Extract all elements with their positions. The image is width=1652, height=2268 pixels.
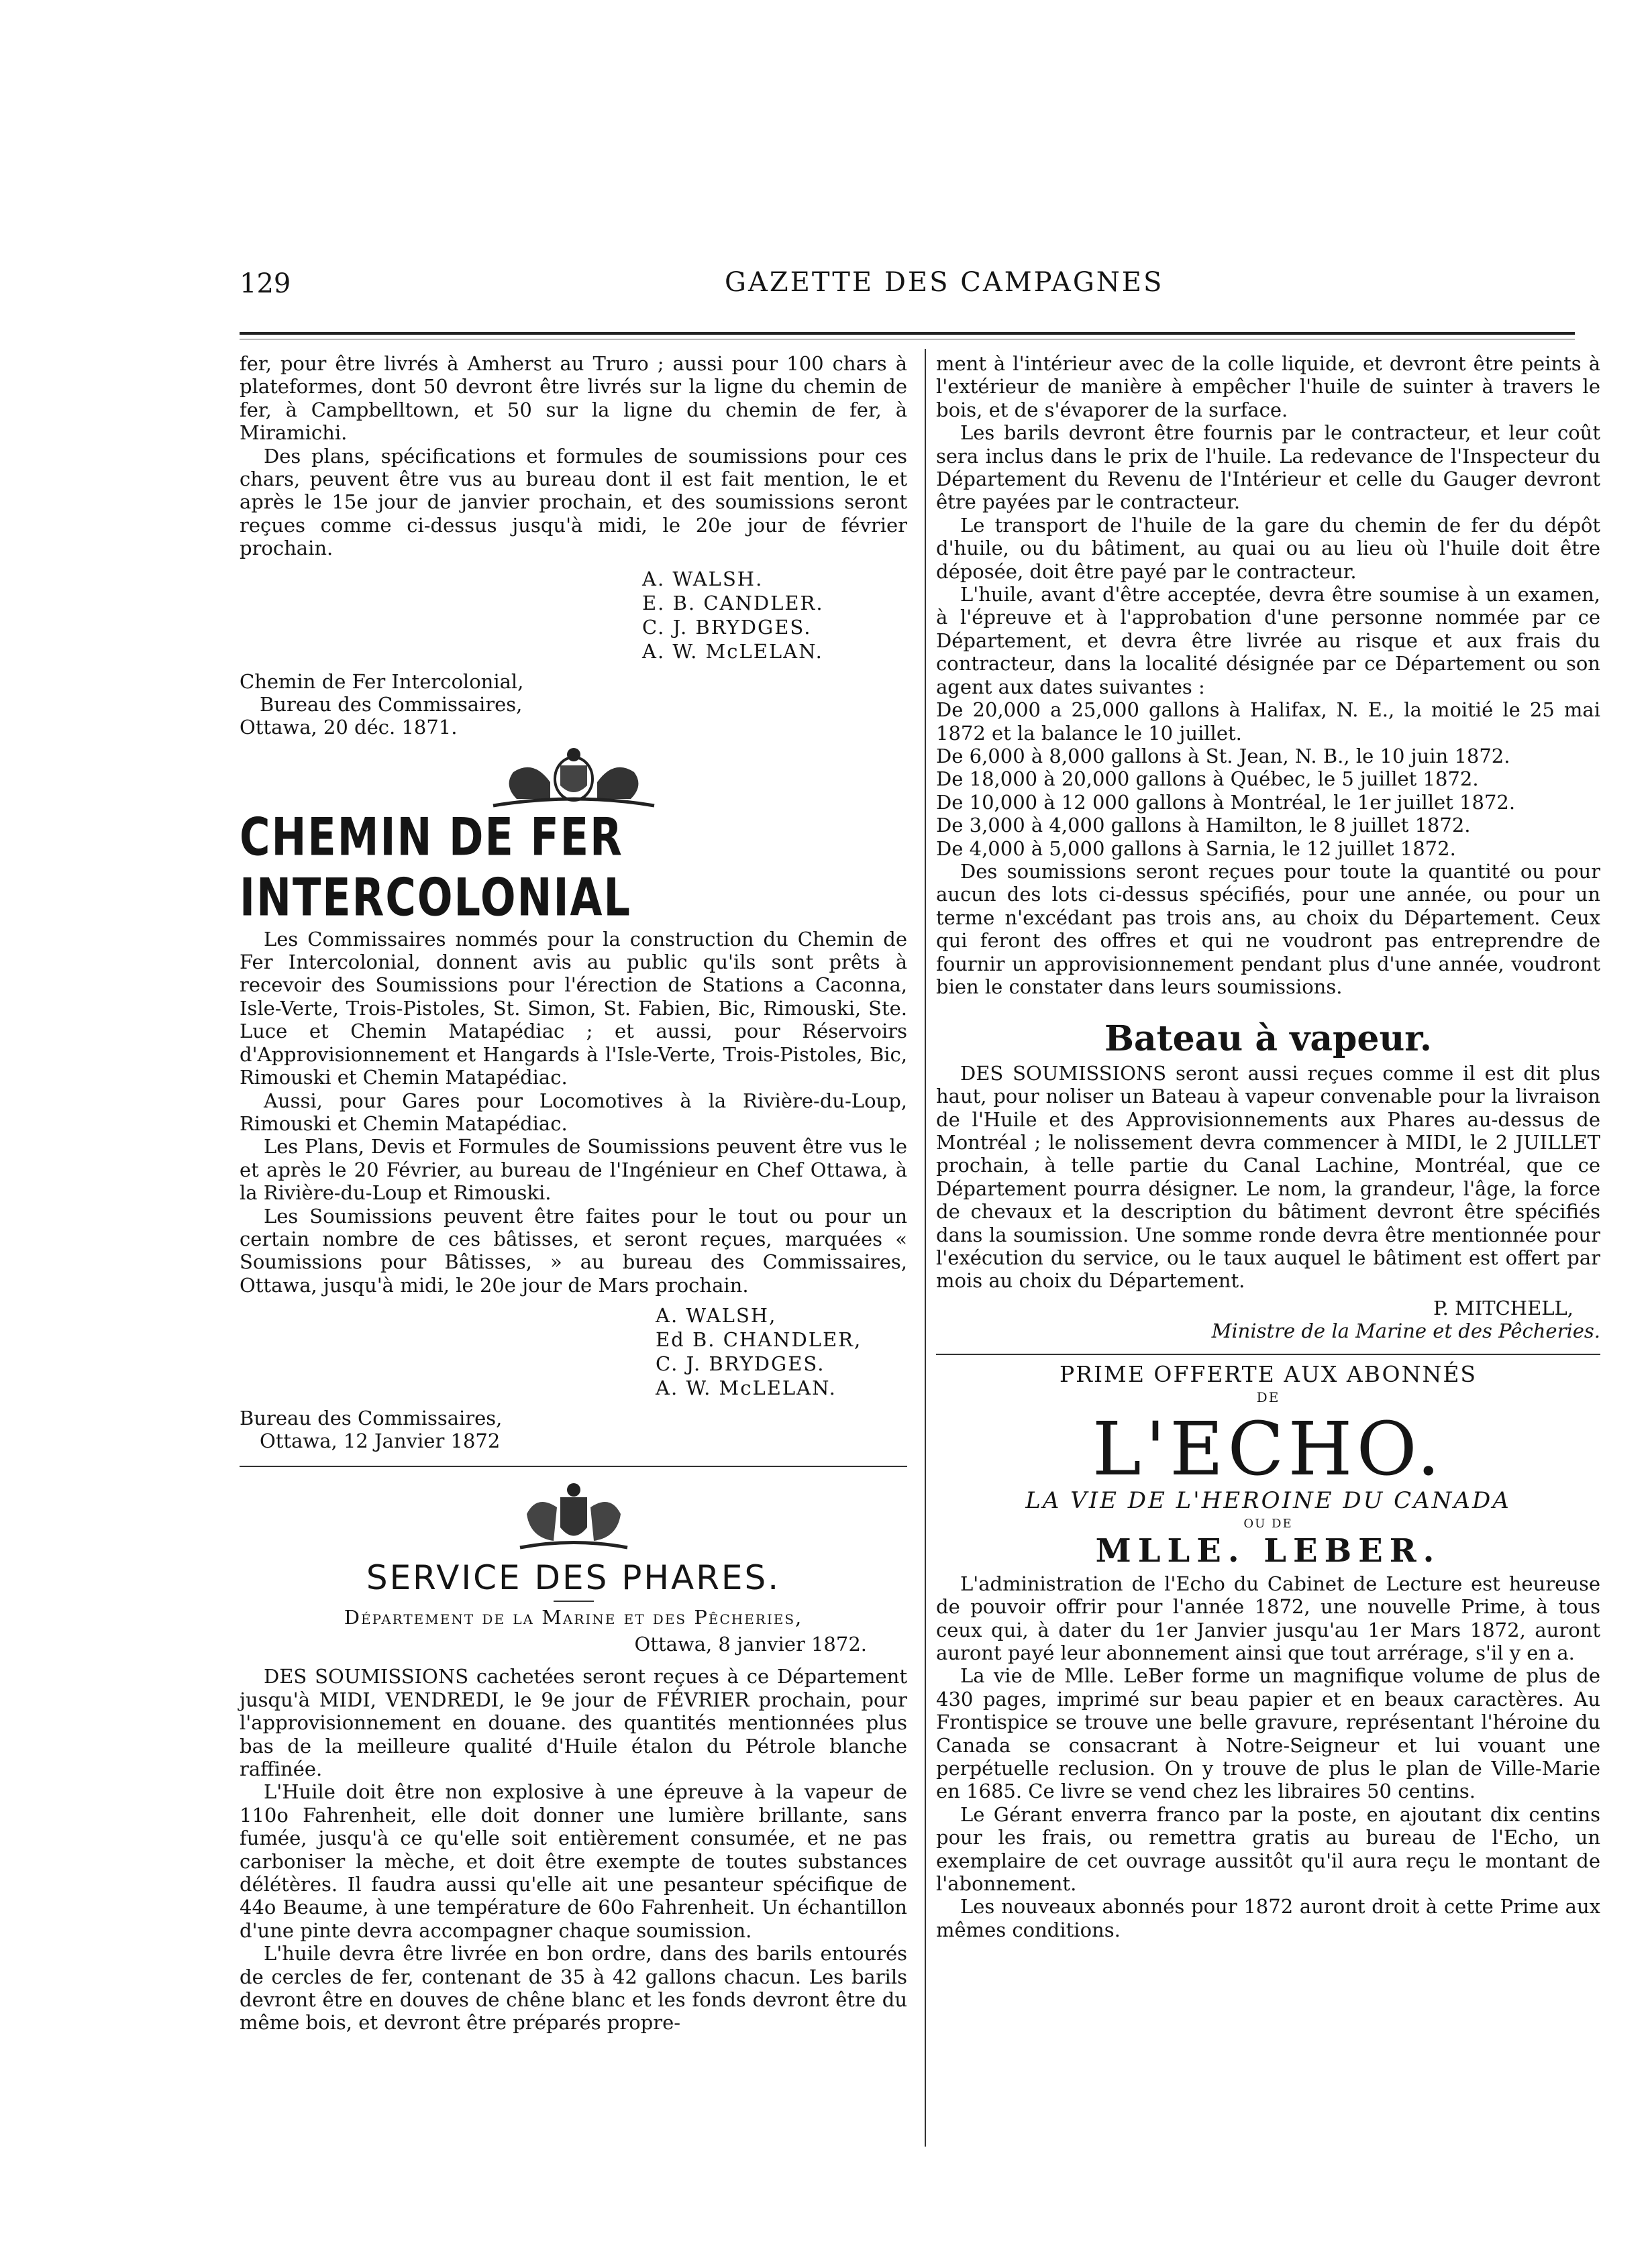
short-rule [554, 1601, 594, 1602]
department-date: Ottawa, 8 janvier 1872. [634, 1632, 867, 1656]
signature: C. J. BRYDGES. [656, 1352, 825, 1376]
column-divider [925, 349, 926, 2147]
right-para: Les barils devront être fournis par le contracteur, et leur coût sera inclus dans le prix de l'huile. La redevance de l'Inspecteur du Département du Revenu de l'Intérieur et celle du Gauger devront être payées par le contracteur. [936, 421, 1600, 514]
phares-para: L'Huile doit être non explosive à une épreuve à la vapeur de 110o Fahrenheit, elle doit donner une lumière brillante, sans fumée, jusqu'à ce qu'elle soit entièrement consumée, et ne pas carboniser la mèche, et doit être exempte de toutes substances délétères. Il faudra aussi qu'elle ait une pesanteur spécifique de 44o Beaume, à une température de 60o Fahrenheit. Un échantillon d'une pinte devra accompagner chaque soumission. [240, 1780, 907, 1942]
phares-heading: SERVICE DES PHARES. [366, 1558, 781, 1598]
page-number: 129 [240, 268, 291, 299]
signatures-2 [656, 1303, 907, 1400]
delivery-line: De 4,000 à 5,000 gallons à Sarnia, le 12 juillet 1872. [936, 836, 1456, 860]
left-intro-1: fer, pour être livrés à Amherst au Truro ; aussi pour 100 chars à plateformes, dont 50 devront être livrés sur la ligne du chemin de fer, à Campbelltown, et 50 sur la ligne du chemin de fer, à Miramichi. [240, 352, 907, 445]
right-para: Des soumissions seront reçues pour toute la quantité ou pour aucun des lots ci-dessus spécifiés, pour une année, ou pour un terme n'excédant pas trois ans, au choix du Département. Ceux qui feront des offres et qui ne voudront pas entreprendre de fournir un approvisionnement pendant plus d'une année, voudront bien le constater dans leurs soumissions. [936, 859, 1600, 998]
echo-title: L'ECHO. [1092, 1406, 1445, 1493]
place-line: Ottawa, 20 déc. 1871. [240, 715, 458, 739]
phares-para: DES SOUMISSIONS cachetées seront reçues à ce Département jusqu'à MIDI, VENDREDI, le 9e jour de FÉVRIER prochain, pour l'approvisionnement en douane. des quantités mentionnées plus bas de la meilleure qualité d'Huile étalon du Pétrole blanche raffinée. [240, 1665, 907, 1780]
signature: A. W. McLELAN. [642, 639, 823, 663]
de-label: DE [1256, 1389, 1280, 1406]
signatures-1 [642, 567, 907, 663]
ou-de-label: OU DE [1243, 1516, 1293, 1531]
coat-of-arms-emblem [486, 745, 661, 812]
echo-para: Les nouveaux abonnés pour 1872 auront droit à cette Prime aux mêmes conditions. [936, 1895, 1600, 1941]
place-date-1 [240, 670, 907, 739]
signature: Ed B. CHANDLER, [656, 1328, 862, 1352]
delivery-line: De 6,000 à 8,000 gallons à St. Jean, N. B., le 10 juin 1872. [936, 744, 1510, 767]
signature: A. WALSH, [656, 1304, 777, 1328]
bateau-heading: Bateau à vapeur. [1104, 1018, 1433, 1060]
phares-para: L'huile devra être livrée en bon ordre, dans des barils entourés de cercles de fer, contenant de 35 à 42 gallons chacun. Les barils devront être en douves de chêne blanc et les fonds devront être du même bois, et devront être préparés propre- [240, 1942, 907, 2035]
echo-para: Le Gérant enverra franco par la poste, en ajoutant dix centins pour les frais, ou remettra gratis au bureau de l'Echo, un exemplaire de cet ouvrage aussitôt qu'il aura reçu le montant de l'abonnement. [936, 1802, 1600, 1895]
place-line: Ottawa, 12 Janvier 1872 [260, 1429, 501, 1453]
right-para: ment à l'intérieur avec de la colle liquide, et devront être peints à l'extérieur de manière à empêcher l'huile de suinter à travers le bois, et de s'évaporer de la surface. [936, 352, 1600, 421]
signature: A. W. McLELAN. [656, 1376, 837, 1400]
place-line: Bureau des Commissaires, [240, 1407, 503, 1430]
leber-title: MLLE. LEBER. [1095, 1532, 1441, 1570]
signature: C. J. BRYDGES. [642, 615, 812, 639]
delivery-line: De 10,000 à 12 000 gallons à Montréal, le 1er juillet 1872. [936, 790, 1516, 814]
place-date-2 [240, 1407, 907, 1452]
delivery-line: De 3,000 à 4,000 gallons à Hamilton, le 8 juillet 1872. [936, 814, 1471, 837]
signer-name: P. MITCHELL, [1433, 1296, 1573, 1319]
chemin-para: Les Soumissions peuvent être faites pour le tout ou pour un certain nombre de ces bâtisses, et seront reçues, marquées « Soumissions pour Bâtisses, » au bureau des Commissaires, Ottawa, jusqu'à midi, le 20e jour de Mars prochain. [240, 1204, 907, 1297]
section-separator [240, 1466, 907, 1467]
left-intro-2: Des plans, spécifications et formules de soumissions pour ces chars, peuvent être vus au bureau dont il est fait mention, le et après le 15e jour de janvier prochain, et des soumissions seront reçues comme ci-dessus jusqu'à midi, le 20e jour de février prochain. [240, 444, 907, 560]
right-column [936, 352, 1600, 1941]
signature: E. B. CANDLER. [642, 591, 824, 614]
chemin-heading: CHEMIN DE FER INTERCOLONIAL [240, 806, 631, 928]
chemin-para: Aussi, pour Gares pour Locomotives à la Rivière-du-Loup, Rimouski et Chemin Matapédiac. [240, 1089, 907, 1135]
department-name: Département de la Marine et des Pêcheries, [344, 1605, 803, 1629]
echo-para: L'administration de l'Echo du Cabinet de Lecture est heureuse de pouvoir offrir pour l'année 1872, une nouvelle Prime, à tous ceux qui, à dater du 1er Janvier jusqu'au 1er Mars 1872, auront auront payé leur abonnement ainsi que tout arrérage, s'il y en a. [936, 1572, 1600, 1664]
echo-para: La vie de Mlle. LeBer forme un magnifique volume de plus de 430 pages, imprimé sur beau papier et en beaux caractères. Au Frontispice se trouve une belle gravure, représentant l'héroine du Canada se consacrant à Notre-Seigneur et lui vouant une perpétuelle reclusion. On y trouve de plus le plan de Ville-Marie en 1685. Ce livre se vend chez les libraires 50 centins. [936, 1664, 1600, 1803]
bateau-para: DES SOUMISSIONS seront aussi reçues comme il est dit plus haut, pour noliser un Bateau à vapeur convenable pour la livraison de l'Huile et des Approvisionnements aux Phares au-dessus de Montréal ; le nolissement devra commencer à MIDI, le 2 JUILLET prochain, à telle partie du Canal Lachine, Montréal, que ce Département pourra désigner. Le nom, la grandeur, l'âge, la force de chevaux et la description du bâtiment devront être spécifiés dans la soumission. Une somme ronde devra être mentionnée pour l'exécution du service, ou le taux auquel le bâtiment est offert par mois au choix du Département. [936, 1061, 1600, 1293]
royal-arms-emblem [507, 1480, 641, 1554]
gazette-title: GAZETTE DES CAMPAGNES [725, 267, 1164, 298]
section-separator [936, 1354, 1600, 1355]
place-line: Chemin de Fer Intercolonial, [240, 669, 524, 693]
delivery-line: De 20,000 a 25,000 gallons à Halifax, N. E., la moitié le 25 mai 1872 et la balance le 10 juillet. [936, 698, 1600, 745]
right-para: L'huile, avant d'être acceptée, devra être soumise à un examen, à l'épreuve et à l'approbation d'une personne nommée par ce Département, et devra être livrée au risque et aux frais du contracteur, dans la localité désignée par ce Département ou son agent aux dates suivantes : [936, 583, 1600, 698]
left-column [240, 352, 907, 2035]
top-rule [240, 332, 1575, 335]
right-para: Le transport de l'huile de la gare du chemin de fer du dépôt d'huile, ou du bâtiment, au quai ou au lieu où l'huile doit être déposée, doit être payé par le contracteur. [936, 513, 1600, 583]
vie-title: LA VIE DE L'HEROINE DU CANADA [1025, 1487, 1511, 1515]
prime-title: PRIME OFFERTE AUX ABONNÉS [1059, 1360, 1478, 1387]
signature: A. WALSH. [642, 567, 764, 590]
place-line: Bureau des Commissaires, [260, 692, 523, 716]
delivery-line: De 18,000 à 20,000 gallons à Québec, le 5 juillet 1872. [936, 767, 1479, 791]
chemin-para: Les Plans, Devis et Formules de Soumissions peuvent être vus le et après le 20 Février, au bureau de l'Ingénieur en Chef Ottawa, à la Rivière-du-Loup et Rimouski. [240, 1135, 907, 1205]
signer-title: Ministre de la Marine et des Pêcheries. [1211, 1319, 1600, 1343]
chemin-para: Les Commissaires nommés pour la construction du Chemin de Fer Intercolonial, donnent avis au public qu'ils sont prêts à recevoir des Soumissions pour l'érection de Stations a Caconna, Isle-Verte, Trois-Pistoles, St. Simon, St. Fabien, Bic, Rimouski, Ste. Luce et Chemin Matapédiac ; et aussi, pour Réservoirs d'Approvisionnement et Hangards à l'Isle-Verte, Trois-Pistoles, Bic, Rimouski et Chemin Matapédiac. [240, 927, 907, 1089]
